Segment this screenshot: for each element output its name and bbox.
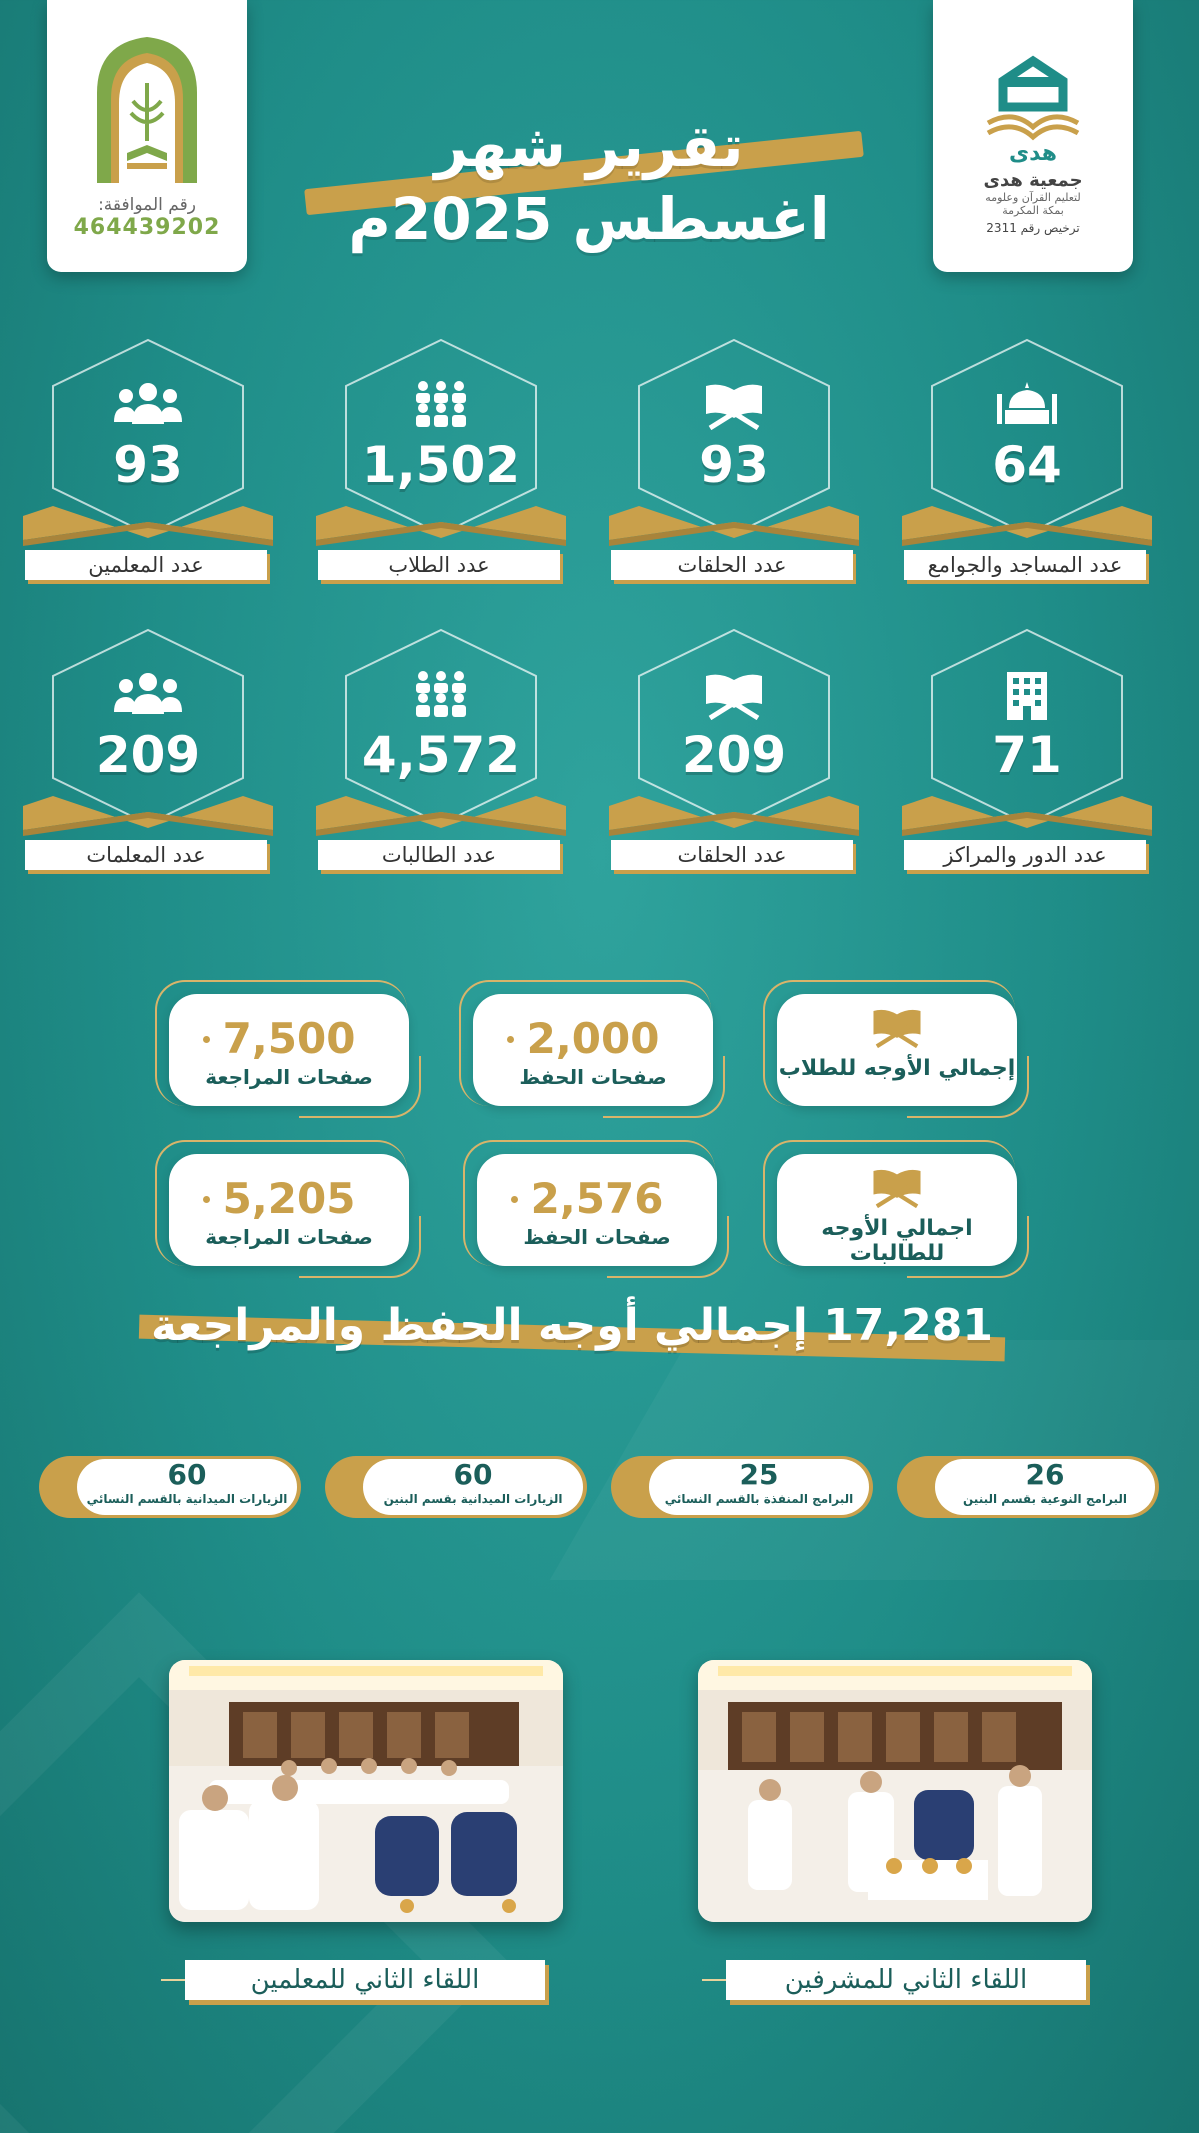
stat-students (317, 338, 567, 588)
title-line-2: اغسطس 2025م (349, 184, 831, 253)
pages-girls-header-card (778, 1154, 1018, 1266)
pages-boys-memorization-card (474, 994, 714, 1106)
org-logo-text: هدى (1009, 141, 1059, 166)
pages-header-label: اجمالي الأوجه للطالبات (822, 1216, 974, 1266)
mosque-icon (996, 380, 1060, 428)
quran-icon (871, 1166, 925, 1208)
kaaba-book-icon (979, 37, 1089, 147)
program-pill (40, 1456, 302, 1518)
pages-value: 7,500 (223, 1014, 357, 1063)
building-icon (1004, 670, 1052, 722)
org-tagline: بمكة المكرمة (1003, 204, 1065, 217)
pages-girls-memorization-card (478, 1154, 718, 1266)
quran-icon (871, 1006, 925, 1048)
stat-value: 1,502 (362, 436, 522, 494)
huda-logo-card (934, 0, 1134, 272)
teachers-meeting-caption: اللقاء الثاني للمعلمين (186, 1960, 546, 2000)
org-name: جمعية هدى (984, 170, 1084, 191)
pages-girls-review-card (170, 1154, 410, 1266)
program-value: 60 (454, 1458, 494, 1491)
program-value: 26 (1026, 1458, 1066, 1491)
stat-centers (903, 628, 1153, 878)
stat-value: 93 (114, 436, 184, 494)
stat-label: عدد المساجد والجوامع (905, 550, 1147, 580)
pages-boys-header-card (778, 994, 1018, 1106)
stat-value: 209 (96, 726, 202, 784)
ministry-logo-card (48, 0, 248, 272)
program-label: البرامج المنفذة بالقسم النسائي (665, 1492, 855, 1506)
pages-value: 2,000 (527, 1014, 661, 1063)
stat-female-students (317, 628, 567, 878)
pages-header-label: إجمالي الأوجه للطلاب (779, 1056, 1017, 1081)
approval-label: رقم الموافقة: (99, 194, 197, 215)
pages-boys-review-card (170, 994, 410, 1106)
stat-value: 64 (993, 436, 1063, 494)
stat-circles-boys (610, 338, 860, 588)
stat-label: عدد المعلمات (26, 840, 268, 870)
stat-value: 209 (682, 726, 788, 784)
stat-label: عدد الطالبات (319, 840, 561, 870)
pages-value: 5,205 (223, 1174, 357, 1223)
stat-teachers (24, 338, 274, 588)
program-pill (612, 1456, 874, 1518)
pages-label: صفحات الحفظ (520, 1065, 668, 1089)
stat-value: 4,572 (362, 726, 522, 784)
ministry-emblem-icon (88, 33, 208, 183)
program-label: الزيارات الميدانية بقسم البنين (384, 1492, 564, 1506)
stat-mosques (903, 338, 1153, 588)
stat-label: عدد الحلقات (612, 840, 854, 870)
title-line-1: تقرير شهر (435, 112, 745, 180)
stat-circles-girls (610, 628, 860, 878)
pages-label: صفحات الحفظ (524, 1225, 672, 1249)
program-pill (898, 1456, 1160, 1518)
program-value: 25 (740, 1458, 780, 1491)
pages-label: صفحات المراجعة (206, 1225, 374, 1249)
org-license: ترخيص رقم 2311 (987, 221, 1081, 235)
program-pill (326, 1456, 588, 1518)
quran-icon (703, 670, 767, 720)
program-label: الزيارات الميدانية بالقسم النسائي (87, 1492, 289, 1506)
stat-female-teachers (24, 628, 274, 878)
report-title (310, 110, 870, 255)
stat-label: عدد الطلاب (319, 550, 561, 580)
pages-label: صفحات المراجعة (206, 1065, 374, 1089)
stat-value: 93 (700, 436, 770, 494)
students-icon (412, 670, 472, 720)
stat-label: عدد الحلقات (612, 550, 854, 580)
stat-label: عدد المعلمين (26, 550, 268, 580)
program-label: البرامج النوعية بقسم البنين (964, 1492, 1128, 1506)
supervisors-meeting-photo (699, 1660, 1093, 1922)
org-tagline: لتعليم القرآن وعلومه (986, 191, 1082, 204)
supervisors-meeting-caption: اللقاء الثاني للمشرفين (727, 1960, 1087, 2000)
approval-number: 464439202 (74, 214, 222, 240)
quran-icon (703, 380, 767, 430)
total-pages-heading: 17,281 إجمالي أوجه الحفظ والمراجعة (152, 1300, 994, 1351)
stat-label: عدد الدور والمراكز (905, 840, 1147, 870)
program-value: 60 (168, 1458, 208, 1491)
pages-value: 2,576 (531, 1174, 665, 1223)
students-icon (412, 380, 472, 430)
teachers-icon (113, 380, 185, 426)
stat-value: 71 (993, 726, 1063, 784)
teachers-icon (113, 670, 185, 716)
teachers-meeting-photo (170, 1660, 564, 1922)
